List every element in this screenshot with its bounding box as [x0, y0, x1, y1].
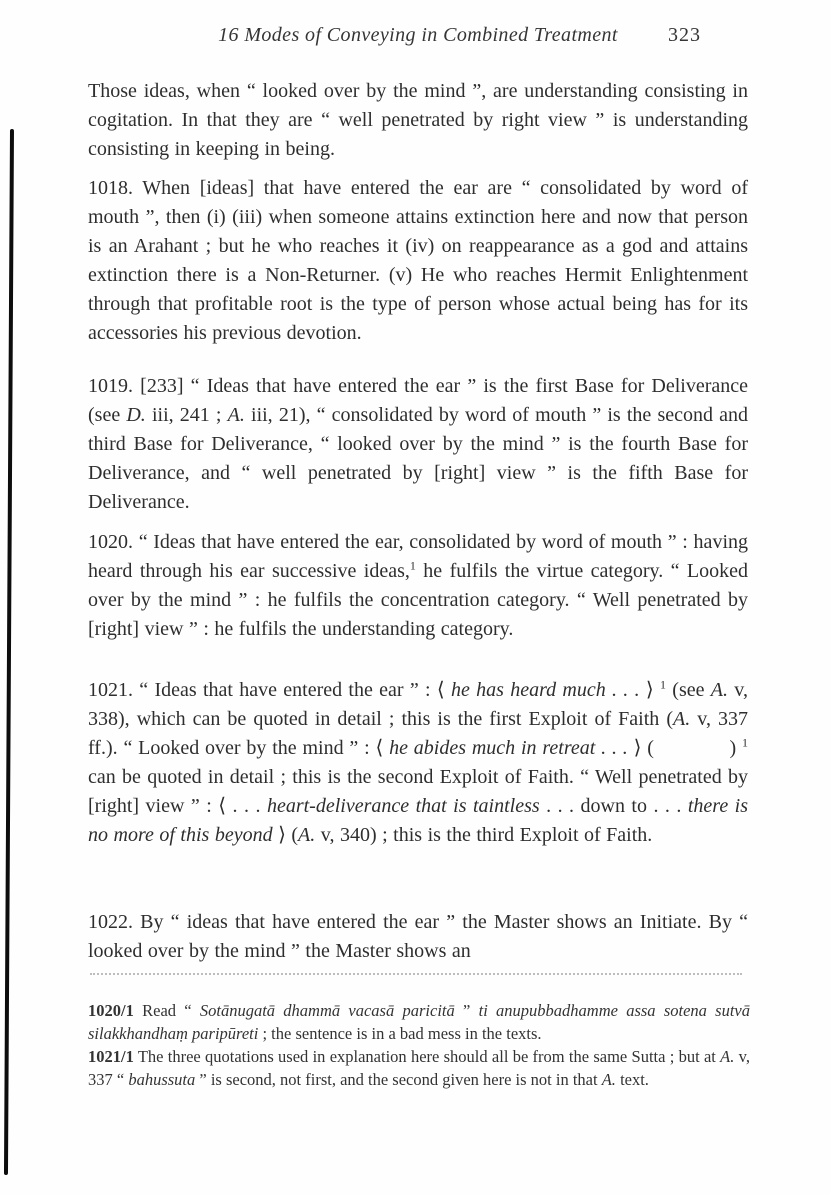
text-segment: . . . down to . . . — [539, 795, 688, 817]
footnote-marker: 1 — [660, 677, 666, 692]
text-segment: Read “ — [133, 1001, 200, 1020]
text-segment: 1018. When [ideas] that have entered the ear are “ consolidated by word of mouth ”, then (i) (iii) when someone attains extinction here and now that person is an Arahant ; but he who reaches it (iv) on reappearance as a god and attains extinction there is a Non-Returner. (v) He who reaches Hermit Enlightenment through that profitable root is the type of person whose actual being has for its accessories his previous devotion. — [88, 177, 748, 344]
text-segment: ” is second, not first, and the second given here is not in that — [195, 1070, 602, 1089]
text-segment: he fulfils the virtue category. “ Looked over by the mind ” : he fulfils the concentration category. “ Well penetrated by [right] view ” : he fulfils the understanding category. — [88, 560, 748, 640]
text-segment: v, 340) ; this is the third Exploit of Faith. — [315, 824, 653, 846]
text-segment: A. — [710, 679, 728, 701]
paragraph-continuation — [88, 77, 748, 164]
footnote-separator-rule — [90, 973, 742, 975]
text-segment: text. — [615, 1070, 649, 1089]
footnote-marker: 1 — [409, 558, 416, 573]
footnotes — [88, 999, 750, 1091]
paragraph-1020 — [88, 528, 748, 644]
page-number: 323 — [668, 24, 701, 46]
text-segment: (see — [666, 679, 711, 701]
footnote-1020/1 — [88, 999, 750, 1045]
paragraph-1019 — [88, 372, 748, 517]
text-segment: A. — [601, 1070, 616, 1089]
text-segment: Sotānugatā dhammā vacasā paricitā — [199, 1001, 455, 1020]
footnote-marker: 1 — [742, 735, 748, 750]
scan-artifact-gutter-line — [4, 129, 14, 1175]
text-segment: ” — [454, 1001, 479, 1020]
text-segment: v, 338), which can be quoted in detail ; this is the first Exploit of Faith ( — [88, 679, 748, 730]
footnote-1021/1 — [88, 1045, 750, 1091]
text-segment: ⟩ ( ) — [627, 737, 742, 759]
text-segment: ⟩ ( — [272, 824, 299, 846]
text-segment: 1020/1 — [88, 1001, 134, 1020]
text-segment: A. — [298, 824, 316, 846]
text-segment: ; the sentence is in a bad mess in the texts. — [258, 1024, 542, 1043]
text-segment: The three quotations used in explanation here should all be from the same Sutta ; but at — [133, 1047, 721, 1066]
paragraph-1021 — [88, 676, 748, 850]
running-header — [88, 24, 748, 47]
text-segment: A. — [672, 708, 691, 730]
text-segment: 1022. By “ ideas that have entered the ear ” the Master shows an Initiate. By “ looked over by the mind ” the Master shows an — [88, 911, 748, 962]
text-segment: there is no more of this beyond — [88, 795, 749, 846]
text-segment: he abides much in retreat . . . — [389, 737, 628, 759]
text-segment: 1020. “ Ideas that have entered the ear, consolidated by word of mouth ” : having heard through his ear successive ideas, — [88, 531, 748, 582]
text-segment: heart-deliverance that is taintless — [266, 795, 540, 817]
text-segment: he has heard much . . . — [450, 679, 640, 701]
text-segment: v, 337 “ — [88, 1047, 750, 1089]
text-segment: iii, 21), “ consolidated by word of mouth ” is the second and third Base for Deliverance, “ looked over by the mind ” is the fourth Base for Deliverance, and “ well penetrated by [right] view ” is the fifth Base for Deliverance. — [88, 404, 749, 513]
paragraph-1022 — [88, 908, 748, 966]
running-header-title: 16 Modes of Conveying in Combined Treatment — [218, 24, 618, 46]
text-segment: bahussuta — [128, 1070, 196, 1089]
paragraph-1018 — [88, 174, 748, 348]
text-segment: A. — [720, 1047, 735, 1066]
text-segment: 1021. “ Ideas that have entered the ear ” : ⟨ — [88, 679, 451, 701]
text-segment: D. — [126, 404, 146, 426]
text-segment: Those ideas, when “ looked over by the mind ”, are understanding consisting in cogitation. In that they are “ well penetrated by right view ” is understanding consisting in keeping in being. — [88, 80, 748, 160]
text-segment: v, 337 ff.). “ Looked over by the mind ” : ⟨ — [88, 708, 748, 759]
text-segment: ⟩ — [639, 679, 660, 701]
text-segment: 1021/1 — [88, 1047, 134, 1066]
text-segment: ti anupubbadhamme assa sotena sutvā silakkhandhaṃ paripūreti — [88, 1001, 750, 1043]
text-segment: iii, 241 ; — [145, 404, 228, 426]
text-segment: 1019. [233] “ Ideas that have entered the ear ” is the first Base for Deliverance (see — [88, 375, 748, 426]
text-segment: can be quoted in detail ; this is the second Exploit of Faith. “ Well penetrated by [right] view ” : ⟨ . . . — [88, 766, 748, 817]
text-segment: A. — [227, 404, 245, 426]
